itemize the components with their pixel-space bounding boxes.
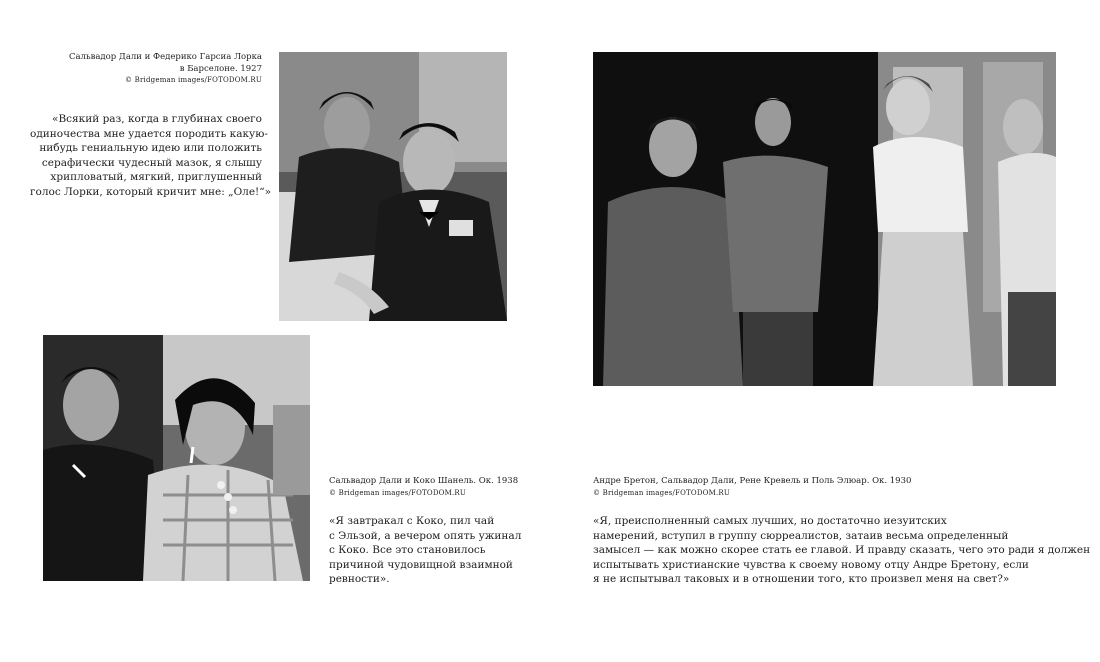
quote-line: хрипловатый, мягкий, приглушенный bbox=[50, 171, 262, 183]
photo3-caption bbox=[593, 476, 1053, 499]
quote-line: я не испытывал таковых и в отношении того, кто произвел меня на свет?» bbox=[593, 573, 1010, 585]
quote-line: «Я завтракал с Коко, пил чай bbox=[329, 515, 495, 527]
quote-line: нибудь гениальную идею или положить bbox=[39, 142, 262, 154]
photo3-quote bbox=[593, 514, 1091, 587]
quote-line: намерений, вступил в группу сюрреалистов, затаив весьма определенный bbox=[593, 529, 1009, 542]
quote-line: голос Лорки, который кричит мне: „Оле!“» bbox=[30, 185, 272, 198]
quote-line: «Всякий раз, когда в глубинах своего bbox=[52, 113, 262, 125]
quote-line: причиной чудовищной взаимной bbox=[329, 558, 513, 571]
quote-line: ревности». bbox=[329, 573, 390, 585]
quote-line: серафически чудесный мазок, я слышу bbox=[41, 156, 262, 169]
photo-credit: © Bridgeman images/FOTODOM.RU bbox=[593, 488, 730, 497]
photo-dali-lorca bbox=[279, 52, 507, 321]
caption-line: Сальвадор Дали и Федерико Гарсиа Лорка bbox=[68, 52, 262, 62]
caption-line: Андре Бретон, Сальвадор Дали, Рене Кревель и Поль Элюар. Ок. 1930 bbox=[593, 476, 912, 486]
photo1-quote bbox=[30, 112, 272, 199]
quote-line: с Коко. Все это становилось bbox=[329, 544, 486, 556]
photo1-caption bbox=[60, 52, 262, 87]
photo2-quote bbox=[329, 514, 569, 587]
quote-line: одиночества мне удается породить какую- bbox=[30, 127, 268, 140]
quote-line: «Я, преисполненный самых лучших, но достаточно иезуитских bbox=[593, 515, 947, 527]
photo-credit: © Bridgeman images/FOTODOM.RU bbox=[329, 488, 466, 497]
photo-dali-chanel bbox=[43, 335, 310, 581]
photo-surrealists-group bbox=[593, 52, 1056, 386]
caption-line: Сальвадор Дали и Коко Шанель. Ок. 1938 bbox=[329, 476, 519, 486]
quote-line: с Эльзой, а вечером опять ужинал bbox=[329, 529, 522, 542]
photo2-caption bbox=[329, 476, 569, 499]
photo-credit: © Bridgeman images/FOTODOM.RU bbox=[125, 76, 262, 84]
caption-line: в Барселоне. 1927 bbox=[179, 63, 262, 74]
quote-line: испытывать христианские чувства к своему новому отцу Андре Бретону, если bbox=[593, 558, 1029, 571]
quote-line: замысел — как можно скорее стать ее главой. И правду сказать, чего это ради я должен bbox=[593, 544, 1091, 556]
